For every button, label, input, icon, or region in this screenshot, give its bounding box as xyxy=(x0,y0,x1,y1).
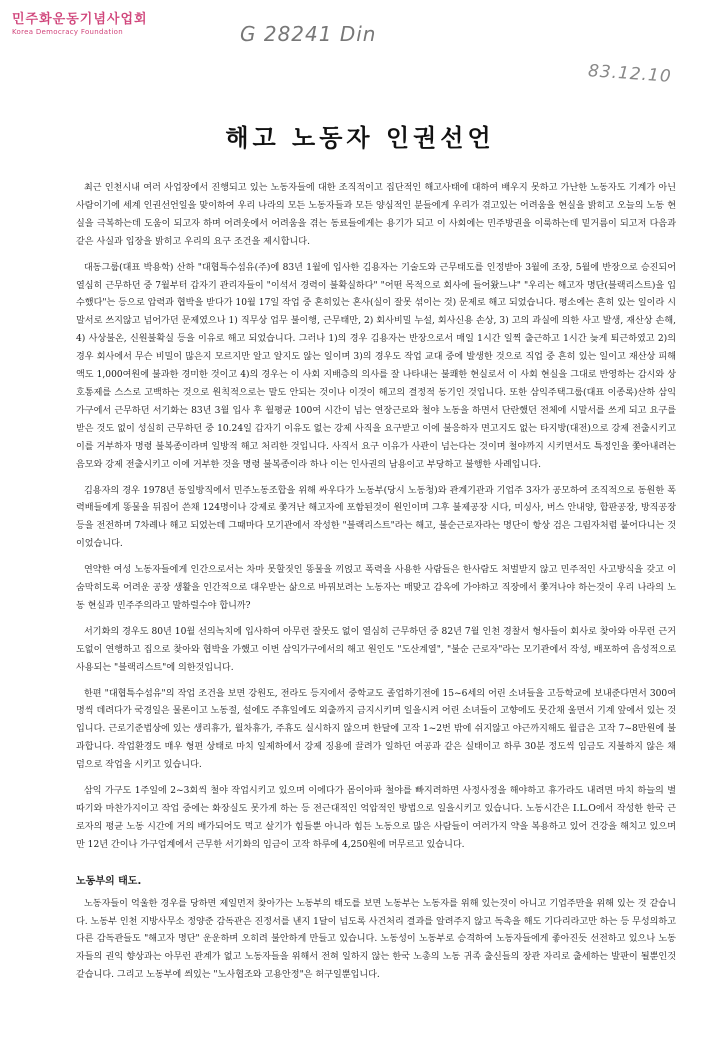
intro-paragraph: 최근 인천시내 여러 사업장에서 진행되고 있는 노동자들에 대한 조직적이고 집단적인 해고사태에 대하여 배우지 못하고 가난한 노동자도 기계가 아닌 사람이기에 세계 인권선언일을 맞이하여 우리 나라의 모든 노동자들과 모든 양심적인 분들에게 우리가 겪고있는 어려움을 현실을 밝히고 오늘의 노동 현실을 극복하는데 도움이 되고자 하며 어려웃에서 어려움을 겪는 동료들에게는 용기가 되고 이 사회에는 민주방권을 이룩하는데 밑거름이 되고저 다음과 같은 사실과 입장을 밝히고 우리의 요구 조건을 제시합니다. xyxy=(76,183,676,247)
labor-ministry-paragraph: 노동자들이 억울한 경우를 당하면 제일먼저 찾아가는 노동부의 태도를 보면 노동부는 노동자를 위해 있는것이 아니고 기업주만을 위해 있는 것 같습니다. 노동부 인천 지방사무소 정양준 감독관은 진정서를 낸지 1달이 넘도록 사건처리 결과를 알려주지 않고 독촉을 해도 기다리라고만 하는 등 무성의하고 다른 감독관들도 "해고자 명단" 운운하며 오히려 불안하게 만들고 있습니다. 노동성이 노동부로 승격하여 노동자들에게 좋아진듯 선전하고 있으나 노동자들의 권익 향상과는 아무런 관계가 없고 노동자들을 위해서 전혀 일하지 않는 한국 노총의 노동 귀족 출신들의 장관 자리로 출세하는 발판이 될뿐인것 같습니다. 그리고 노동부에 씌있는 "노사협조와 고용안정"은 허구일뿐입니다. xyxy=(76,898,677,981)
handwritten-date: 83.12.10 xyxy=(587,61,673,87)
foundation-logo xyxy=(12,8,148,36)
case-paragraph-2: 김용자의 경우 1978년 동일방직에서 민주노동조합을 위해 싸우다가 노동부(당시 노동청)와 관계기관과 기업주 3자가 공모하여 조직적으로 동원한 폭력배들에게 똥물을 뒤집어 쓴채 124명이나 강제로 쫓겨난 해고자에 포함된것이 원인이며 그후 불제공장 시다, 미싱사, 버스 안내양, 합판공장, 방직공장 등을 전전하며 7차례나 해고 되었는데 그때마다 모기관에서 작성한 "블랙리스트"라는 해고, 불순근로자라는 명단이 항상 검은 그림자처럼 붙어다니는 것이었습니다. xyxy=(76,485,676,550)
case-paragraph-5: 한편 "대협특수섬유"의 작업 조건을 보면 강원도, 전라도 등지에서 중학교도 졸업하기전에 15~6세의 어린 소녀들을 고등학교에 보내준다면서 300여명씩 데려다가 국경일은 물론이고 노동절, 설에도 주휴일에도 외출까지 금지시키며 일을시켜 어린 소녀들이 고향에도 못간채 울면서 기계 앞에서 있는 것입니다. 근로기준법상에 있는 생리휴가, 월차휴가, 주휴도 실시하지 않으며 한달에 고작 1~2번 밖에 쉬지않고 야근까지해도 월급은 고작 7~8만원에 불과합니다. 작업환경도 매우 형편 상태로 마치 일제하에서 강제 징용에 끌려가 일하던 여공과 같은 실태이고 하루 30분 정도씩 임금도 지불하지 않은 채 덤으로 작업을 시키고 있습니다. xyxy=(76,688,676,771)
case-paragraph-1: 대동그룹(대표 박용학) 산하 "대협특수섬유(주)에 83년 1월에 입사한 김용자는 기술도와 근무태도를 인정받아 3월에 조장, 5월에 반장으로 승진되어 열심히 근무하던 중 7월부터 갑자기 관리자들이 "이석서 경력이 불확실하다" "어떤 목적으로 회사에 들어왔느냐" "우리는 해고자 명단(블랙리스트)을 입수했다"는 등으로 압력과 협박을 받다가 10월 17일 작업 중 혼히있는 혼사(실이 잘못 섞이는 것) 문제로 해고 되었습니다. 평소에는 흔히 있는 일이라 시말서로 쓰지않고 넘어가던 문제였으나 1) 직무상 업무 불이행, 근무태만, 2) 회사비밀 누설, 회사신용 손상, 3) 고의 과실에 의한 사고 발생, 재산상 손해, 4) 사상불온, 신원불확실 등을 이유로 해고 되었습니다. 그러나 1)의 경우 김용자는 반장으로서 매일 1시간 일찍 출근하고 1시간 늦게 퇴근하였고 2)의 경우 회사에서 무슨 비밀이 많은지 모르지만 알고 알지도 않는 일이며 3)의 경우도 작업 교대 중에 발생한 것으로 직업 중 흔히 있는 일이고 재산상 피해액도 1,000여원에 불과한 경미한 것이고 4)의 경우는 이 사회 지배층의 의사를 잘 나타내는 불쾌한 현실로서 이 사회 현실을 그대로 반영하는 감시와 상호통제를 스스로 고백하는 것으로 원칙적으로는 말도 안되는 것이나 이것이 해고의 결정적 동기인 것입니다. 또한 삼익주택그룹(대표 이종록)산하 삼익 가구에서 근무하던 서기화는 83년 3월 입사 후 월평균 100여 시간이 넘는 연장근로와 철야 노동을 하면서 단란했던 전체에 시말서를 쓰게 되고 요구를 받은 것도 없이 성실히 근무하던 중 10.24일 갑자기 이유도 없는 강제 사직을 요구받고 이에 불응하자 면고지도 없는 타지방(대전)으로 강제 전출시키고 이를 거부하자 명령 불복종이라며 일방적 해고 처리한 것입니다. 사직서 요구 이유가 사관이 넘는다는 것이며 철야까지 시키면서도 특정인을 쫓아내려는 음모와 강제 전출시키고 이에 거부한 것을 명령 불복종이라 하나 이는 인사권의 남용이고 부당하고 불행한 사례입니다. xyxy=(76,262,676,470)
logo-korean: 민주화운동기념사업회 xyxy=(12,12,148,27)
logo-english: Korea Democracy Foundation xyxy=(12,28,123,36)
case-paragraph-6: 삼익 가구도 1주일에 2~3회씩 철야 작업시키고 있으며 이에다가 몸이아파 철야를 빠지려하면 사정사정을 해야하고 휴가라도 내려면 마치 하늘의 별따기와 마찬가지이고 작업 중에는 화장실도 못가게 하는 등 전근대적인 억압적인 방법으로 일을시키고 있습니다. 노동시간은 I.L.O에서 작성한 한국 근로자의 평균 노동 시간에 거의 배가되어도 먹고 살기가 힘들뿐 아니라 힘든 노동으로 많은 사람들이 여러가지 약을 복용하고 있어 건강을 해치고 있으며 만 12년 간이나 가구업계에서 근무한 서기화의 임금이 고작 하루에 4,250원에 머무르고 있습니다. xyxy=(76,786,676,850)
case-paragraph-3: 연약한 여성 노동자들에게 인간으로서는 차마 못할짓인 똥물을 끼얹고 폭력을 사용한 사람들은 한사람도 처벌받지 않고 민주적인 사고방식을 갖고 이 숨막히도록 어려운 공장 생활을 인간적으로 대우받는 삶으로 바꿔보려는 노동자는 매맞고 감옥에 가야하고 직장에서 쫓겨나야 하는것이 우리 나라의 노동 현실과 민주주의라고 말하럴수야 합니까? xyxy=(76,565,676,611)
handwritten-archive-id: G 28241 Din xyxy=(240,22,377,46)
section-heading-labor-ministry: 노동부의 태도. xyxy=(76,875,142,887)
document-body xyxy=(76,180,676,993)
document-title: 해고 노동자 인권선언 xyxy=(225,124,495,152)
case-paragraph-4: 서기화의 경우도 80년 10월 선의녹치에 입사하여 아무런 잘못도 없이 열심히 근무하던 중 82년 7월 인천 경찰서 형사들이 회사로 찾아와 아무런 근거도없이 연행하고 집으로 찾아와 협박을 가했고 이번 삼익가구에서의 해고 원인도 "도산계열", "불순 근로자"라는 모기관에서 작성, 배포하여 음성적으로 사용되는 "블랙리스트"에 의한것입니다. xyxy=(76,626,676,673)
